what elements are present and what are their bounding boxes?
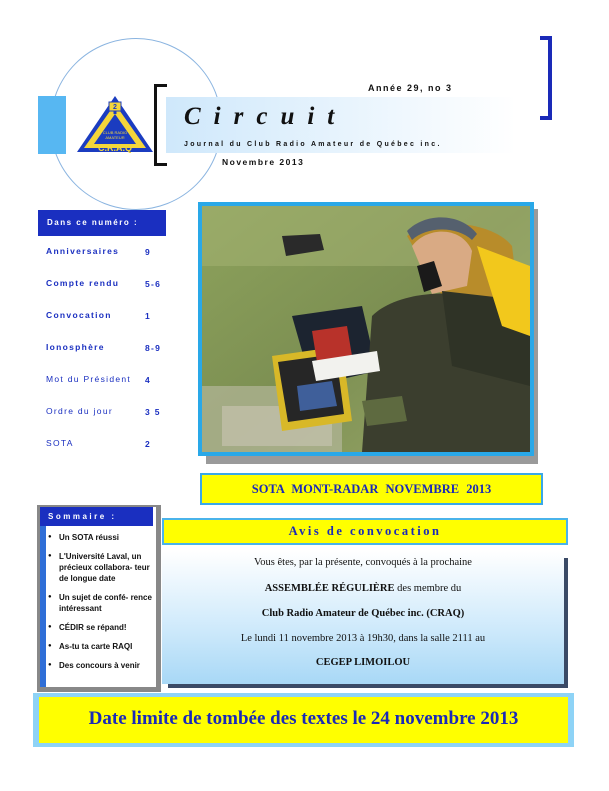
logo-text: C.R.A.Q (97, 143, 133, 153)
assembly-text: des membre du (394, 583, 462, 594)
toc-item-label: Compte rendu (46, 278, 120, 288)
toc-item-page: 1 (145, 311, 152, 321)
sommaire-item: ● CÉDIR se répand! (48, 622, 156, 633)
toc-item-label: Mot du Président (46, 374, 132, 384)
toc-item-page: 5-6 (145, 279, 162, 289)
svg-text:AMATEUR: AMATEUR (105, 135, 125, 140)
sota-operator-photo (202, 206, 530, 452)
sommaire-item: ● Des concours à venir (48, 660, 156, 671)
sommaire-item: ● Un SOTA réussi (48, 532, 156, 543)
convocation-line1: Vous êtes, par la présente, convoqués à la prochaine (254, 557, 472, 568)
convocation-heading: Avis de convocation (162, 518, 568, 545)
assembly-title: ASSEMBLÉE RÉGULIÈRE (264, 583, 395, 594)
photo-frame (198, 202, 534, 456)
issue-number: Année 29, no 3 (368, 83, 453, 93)
convocation-line4: Le lundi 11 novembre 2013 à 19h30, dans la salle 2111 au (240, 633, 486, 644)
toc-item-page: 8-9 (145, 343, 162, 353)
issue-date: Novembre 2013 (222, 157, 305, 167)
toc-item-page: 3 5 (145, 407, 161, 417)
title-bracket-right (540, 36, 552, 120)
newsletter-title: Circuit (184, 103, 348, 130)
toc-item-label: Anniversaires (46, 246, 120, 256)
sommaire-item: ● Un sujet de confé- rence intéressant (48, 592, 156, 614)
toc-heading: Dans ce numéro : (38, 210, 166, 236)
photo-caption: SOTA MONT-RADAR NOVEMBRE 2013 (200, 473, 543, 505)
sommaire-item: ● As-tu ta carte RAQI (48, 641, 156, 652)
toc-item-label: Ordre du jour (46, 406, 113, 416)
sommaire-list (48, 532, 156, 679)
sommaire-heading: Sommaire : (40, 507, 153, 526)
toc-item-label: Ionosphère (46, 342, 105, 352)
decorative-blue-bar (38, 96, 66, 154)
convocation-line2 (162, 583, 564, 594)
deadline-banner: Date limite de tombée des textes le 24 novembre 2013 (39, 697, 568, 743)
convocation-line5: CEGEP LIMOILOU (315, 657, 411, 668)
sommaire-item: ● L'Université Laval, un précieux collabora- teur de longue date (48, 551, 156, 584)
title-bracket-left (154, 84, 167, 166)
newsletter-subtitle: Journal du Club Radio Amateur de Québec inc. (184, 141, 442, 148)
toc-item-page: 9 (145, 247, 152, 257)
toc-item-label: Convocation (46, 310, 112, 320)
craq-logo (74, 94, 156, 156)
toc-item-label: SOTA (46, 438, 74, 448)
svg-text:CLUB RADIO: CLUB RADIO (102, 130, 128, 135)
convocation-box (162, 551, 564, 684)
toc-item-page: 2 (145, 439, 152, 449)
toc-item-page: 4 (145, 375, 152, 385)
convocation-line3: Club Radio Amateur de Québec inc. (CRAQ) (261, 608, 465, 619)
svg-text:2: 2 (113, 104, 117, 111)
